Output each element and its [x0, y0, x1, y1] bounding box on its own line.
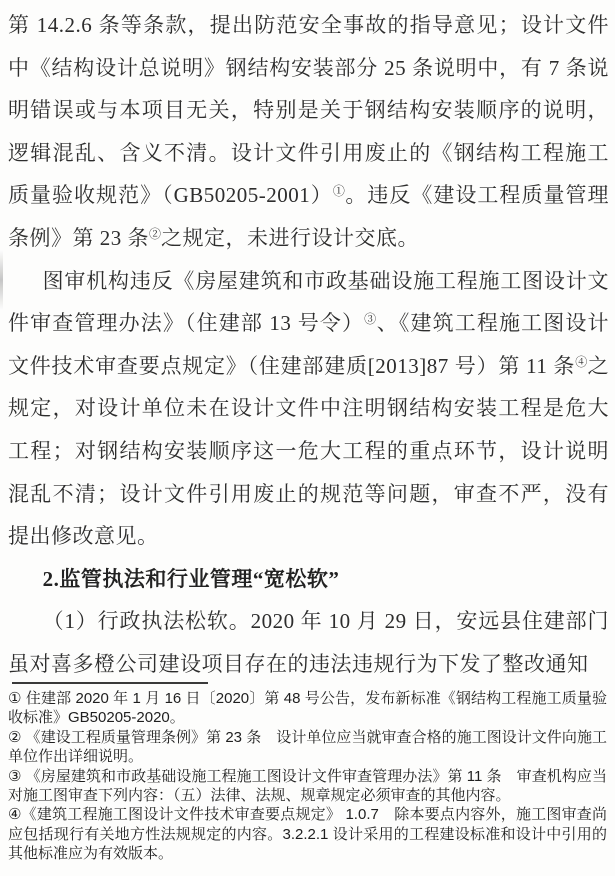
footnote-2: ② 《建设工程质量管理条例》第 23 条 设计单位应当就审查合格的施工图设计文件向施工单位作出详细说明。: [8, 728, 607, 766]
document-body: [8, 4, 609, 686]
footnote-reference: ②: [149, 226, 162, 241]
footnote-4: ④《建筑工程施工图设计文件技术审查要点规定》 1.0.7 除本要点内容外，施工图审查尚应包括现行有关地方性法规规定的内容。3.2.2.1 设计采用的工程建设标准和设计中引用的其他标准应为有效版本。: [8, 806, 607, 863]
footnote-separator: [12, 682, 208, 684]
footnote-reference: ③: [364, 312, 377, 327]
footnote-1: ① 住建部 2020 年 1 月 16 日〔2020〕第 48 号公告，发布新标准《钢结构工程施工质量验收标准》GB50205-2020。: [8, 690, 607, 727]
footnote-reference: ④: [575, 354, 588, 369]
footnote-reference: ①: [332, 184, 346, 199]
section-heading: 2.监管执法和行业管理“宽松软”: [42, 566, 340, 591]
paragraph-continuation: 第 14.2.6 条等条款，提出防范安全事故的指导意见；设计文件中《结构设计总说明》钢结构安装部分 25 条说明中，有 7 条说明错误或与本项目无关，特别是关于钢结构安装顺序的说明，逻辑混乱、含义不清。设计文件引用废止的《钢结构工程施工质量验收规范》（GB50205-2001）①。违反《建设工程质量管理条例》第 23 条②之规定，未进行设计交底。: [8, 13, 609, 250]
paragraph-review-agency: 图审机构违反《房屋建筑和市政基础设施工程施工图设计文件审查管理办法》（住建部 13 号令）③、《建筑工程施工图设计文件技术审查要点规定》（住建部建质[2013]87 号）第 11 条④之规定，对设计单位未在设计文件中注明钢结构安装工程是危大工程；对钢结构安装顺序这一危大工程的重点环节，设计说明混乱不清；设计文件引用废止的规范等问题，审查不严，没有提出修改意见。: [8, 268, 609, 549]
footnotes-section: [8, 676, 607, 864]
footnote-3: ③ 《房屋建筑和市政基础设施工程施工图设计文件审查管理办法》第 11 条 审查机构应当对施工图审查下列内容：（五）法律、法规、规章规定必须审查的其他内容。: [8, 767, 607, 805]
scan-artifact: [0, 250, 3, 310]
paragraph-enforcement: （1）行政执法松软。2020 年 10 月 29 日，安远县住建部门虽对喜多橙公司建设项目存在的违法违规行为下发了整改通知: [8, 609, 609, 676]
